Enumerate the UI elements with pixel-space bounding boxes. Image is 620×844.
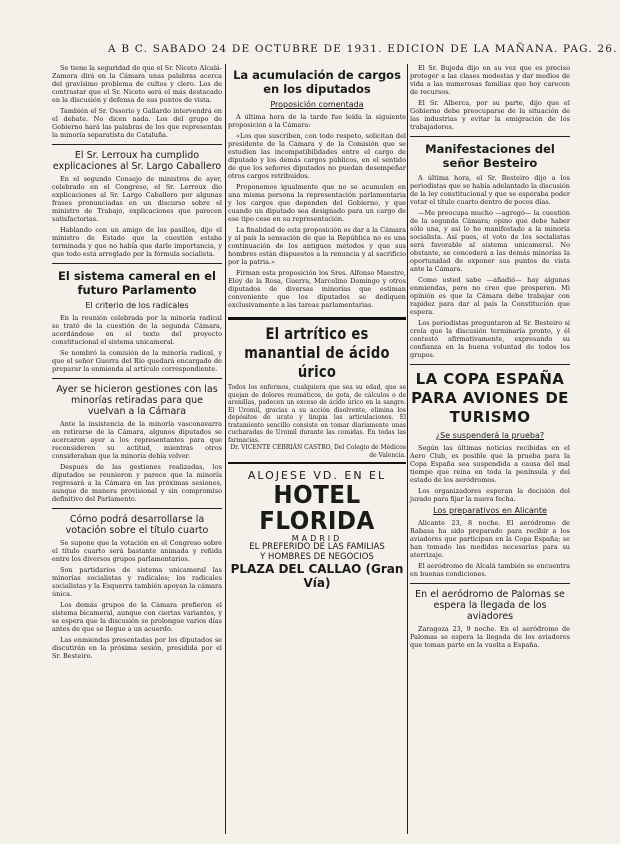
- hotel-ad-address: PLAZA DEL CALLAO (Gran Vía): [230, 562, 404, 590]
- column-3: [410, 64, 570, 836]
- ad-signature: Dr. VICENTE CEBRIÁN CASTRO, Del Colegio de Médicos de Valencia.: [230, 444, 406, 459]
- article-paragraph: Proponemos igualmente que no se acumulen en una misma persona la representación parlamentaria y los cargos que dependen del Gobierno, y que cuando un diputado sea designado para un cargo de ese tipo cese en su representación.: [228, 183, 406, 223]
- article-paragraph: A última hora de la tarde fue leída la siguiente proposición a la Cámara:: [228, 113, 406, 129]
- hotel-ad-name: HOTEL FLORIDA: [259, 480, 375, 535]
- article-paragraph: Los periodistas preguntaron al Sr. Besteiro si creía que la discusión terminaría pronto, y él contestó afirmativamente, expresando su confianza en la buena voluntad de todos los grupos.: [410, 319, 570, 359]
- article-paragraph: A última hora, el Sr. Besteiro dijo a los periodistas que se había adelantado la discusión de la ley constitucional y que se esperaba poder votar el título cuarto dentro de pocos días.: [410, 174, 570, 206]
- article-paragraph: Se tiene la seguridad de que el Sr. Niceto Alcalá-Zamora dirá en la Cámara unas palabras acerca del gravísimo problema de cultos y clero. Los de contrastar que el Sr. Niceto será el más destacado en la discusión y defensa de sus puntos de vista.: [52, 64, 222, 104]
- subheadline-suspension: ¿Se suspenderá la prueba?: [435, 431, 545, 440]
- article-paragraph: Los organizadores esperan la decisión del jurado para fijar la nueva fecha.: [410, 487, 570, 503]
- article-paragraph: Se supone que la votación en el Congreso sobre el título cuarto será bastante animada y reñida entre los diversos grupos parlamentarios.: [52, 539, 222, 563]
- subheadline-alicante: Los preparativos en Alicante: [433, 506, 547, 515]
- hotel-ad-line: EL PREFERIDO DE LAS FAMILIAS: [249, 542, 385, 552]
- article-paragraph: El Sr. Bujeda dijo en su vez que es preciso proteger a las clases modestas y dar medios de vida a las numerosas familias que hoy carecen de recursos.: [410, 64, 570, 96]
- article-paragraph: Como usted sabe —añadió— hay algunas enmiendas, pero no creo que prosperen. Mi opinión es que la Cámara debe trabajar con rapidez para dar al país la Constitución que espera.: [410, 276, 570, 316]
- headline-lerroux: El Sr. Lerroux ha cumplido explicaciones al Sr. Largo Caballero: [52, 150, 222, 172]
- divider: [410, 583, 570, 584]
- ad-headline: El artrítico es manantial de ácido úrico: [244, 324, 390, 381]
- column-2: [228, 64, 406, 836]
- article-paragraph: En la reunión celebrada por la minoría radical se trató de la cuestión de la segunda Cámara, acordándose en el texto del proyecto constitucional el sistema unicameral.: [52, 314, 222, 346]
- hotel-ad-line: Y HOMBRES DE NEGOCIOS: [260, 551, 374, 562]
- ad-body: Todos los enfermos, cualquiera que sea su edad, que se quejan de dolores reumáticos, de gota, de cálculos o de arenillas, padecen un exceso de ácido úrico en la sangre. El Uromil, gracias a su acción disolvente, elimina los depósitos de urato y limpia las articulaciones. El tratamiento sencillo consiste en tomar diariamente unas cucharadas de Uromil durante las comidas. En todas las farmacias.: [228, 384, 406, 444]
- headline-acumulacion-cargos: La acumulación de cargos en los diputados: [233, 68, 401, 96]
- advertisement-uromil: [228, 317, 406, 464]
- divider: [410, 364, 570, 365]
- article-paragraph: La finalidad de esta proposición es dar a la Cámara y al país la sensación de que la República no es una continuación de los antiguos métodos y que sus hombres están dispuestos a la renuncia y al sacrificio por la patria.»: [228, 226, 406, 266]
- headline-sistema-cameral: El sistema cameral en el futuro Parlamento: [58, 269, 216, 297]
- headline-gestiones-minorias: Ayer se hicieron gestiones con las minorías retiradas para que vuelvan a la Cámara: [56, 384, 218, 417]
- article-paragraph: Las enmiendas presentadas por los diputados se discutirán en la próxima sesión, presidida por el Sr. Besteiro.: [52, 636, 222, 660]
- article-paragraph: Son partidarios de sistema unicameral las minorías socialistas y radicales; los radicales socialistas y la Esquerra también apoyan la cámara única.: [52, 566, 222, 598]
- article-paragraph: Se nombró la comisión de la minoría radical, y que el señor Guerra del Río quedará encargado de preparar la enmienda al artículo correspondiente.: [52, 349, 222, 373]
- subheadline-criterio-radicales: El criterio de los radicales: [85, 301, 189, 310]
- article-paragraph: Firman esta proposición los Sres. Alfonso Maestre, Eloy de la Rosa, Guerra, Marcelino Domingo y otros diputados de diversas minorías que estiman conveniente que los diputados se dediquen exclusivamente a las tareas parlamentarias.: [228, 269, 406, 309]
- article-paragraph: El aeródromo de Alcalá también se encuentra en buenas condiciones.: [410, 562, 570, 578]
- headline-copa-espana: LA COPA ESPAÑA PARA AVIONES DE TURISMO: [411, 370, 569, 426]
- subheadline-proposicion-comentada: Proposición comentada: [270, 100, 364, 109]
- article-paragraph: Después de las gestiones realizadas, los diputados se reunieron y parece que la minoría regresará a la Cámara en las próximas sesiones, aunque de manera provisional y sin compromiso definitivo del Parlamento.: [52, 463, 222, 503]
- headline-votacion-titulo-cuarto: Cómo podrá desarrollarse la votación sobre el título cuarto: [65, 514, 209, 536]
- headline-besteiro: Manifestaciones del señor Besteiro: [425, 142, 555, 170]
- article-paragraph: «Los que suscriben, con todo respeto, solicitan del presidente de la Cámara y de la Comisión que se estudien las incompatibilidades entre el cargo de diputado y los demás cargos públicos, en el sentido de que los señores diputados no puedan desempeñar otros cargos retribuidos.: [228, 132, 406, 180]
- article-paragraph: También el Sr. Ossorio y Gallardo intervendrá en el debate. No dicen nada. Los del grupo de Gobierno hará las palabras de los que representan la minoría separatista de Cataluña.: [52, 107, 222, 139]
- column-rule: [225, 64, 226, 834]
- article-paragraph: Según las últimas noticias recibidas en el Aero Club, es posible que la prueba para la Copa España sea suspendida a causa del mal tiempo que reina en toda la península y del estado de los aeródromos.: [410, 444, 570, 484]
- advertisement-hotel-florida: [228, 470, 406, 590]
- divider: [410, 136, 570, 137]
- article-paragraph: —Me preocupa mucho —agregó— la cuestión de la segunda Cámara; opino que debe haber sólo una, y así lo he manifestado a la minoría socialista. Así pues, el voto de los socialistas será favorable al sistema unicameral. No obstante, se concederá a las demás minorías la oportunidad de exponer sus puntos de vista ante la Cámara.: [410, 209, 570, 273]
- divider: [52, 378, 222, 379]
- article-paragraph: En el segundo Consejo de ministros de ayer, celebrado en el Congreso, el Sr. Lerroux dio explicaciones al Sr. Largo Caballero por algunas frases pronunciadas en un discurso sobre el ministro de Trabajo, explicaciones que parecen satisfactorias.: [52, 175, 222, 223]
- article-paragraph: El Sr. Alberca, por su parte, dijo que el Gobierno debe preocuparse de la situación de las industrias y evitar la emigración de los trabajadores.: [410, 99, 570, 131]
- hotel-ad-city: MADRID: [291, 534, 343, 543]
- column-1: [52, 64, 222, 836]
- page-header: A B C. SABADO 24 DE OCTUBRE DE 1931. EDICION DE LA MAÑANA. PAG. 26.: [108, 43, 618, 55]
- article-paragraph: Zaragoza 23, 9 noche. En el aeródromo de Palomas se espera la llegada de los aviadores que toman parte en la vuelta a España.: [410, 625, 570, 649]
- divider: [52, 144, 222, 145]
- article-paragraph: Ante la insistencia de la minoría vasconavarra en retirarse de la Cámara, algunos diputados se acercaron ayer a los representantes para que reconsideren su actitud, mientras otros consideraban que la minoría debía volver.: [52, 420, 222, 460]
- article-paragraph: Alicante 23, 8 noche. El aeródromo de Rabasa ha sido preparado para recibir a los aviadores que participan en la Copa España; se han tomado las medidas necesarias para su aterrizaje.: [410, 519, 570, 559]
- headline-palomas: En el aeródromo de Palomas se espera la llegada de los aviadores: [415, 589, 565, 622]
- article-paragraph: Hablando con un amigo de los pasillos, dijo el ministro de Estado que la cuestión estaba terminada y que no había que darle importancia, y que todo está arreglado por la fórmula socialista.: [52, 226, 222, 258]
- column-rule: [407, 64, 408, 834]
- article-paragraph: Los demás grupos de la Cámara prefieren el sistema bicameral, aunque con ciertas variantes, y se espera que la discusión se prolongue varios días antes de que se llegue a un acuerdo.: [52, 601, 222, 633]
- divider: [52, 263, 222, 264]
- hotel-ad-line: ALOJESE VD. EN EL: [247, 469, 387, 482]
- divider: [52, 508, 222, 509]
